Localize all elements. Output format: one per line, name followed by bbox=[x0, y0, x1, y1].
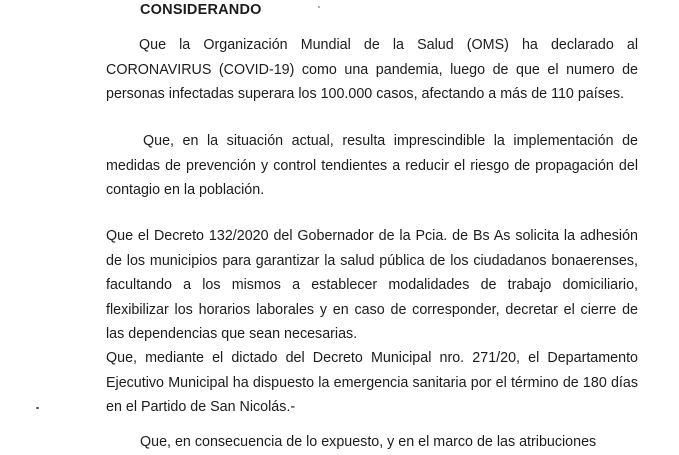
paragraph-oms-pandemic: Que la Organización Mundial de la Salud (OMS) ha declarado al CORONAVIRUS (COVID-19) como una pandemia, luego de que el numero de personas infectadas superara los 100.000 casos, afectando a más de 110 países. bbox=[106, 37, 638, 102]
scan-speck bbox=[36, 407, 39, 409]
paragraph-provincial-decree: Que el Decreto 132/2020 del Gobernador de la Pcia. de Bs As solicita la adhesión de los municipios para garantizar la salud pública de los ciudadanos bonaerenses, facultando a los mismos a establecer modalidades de trabajo domiciliario, flexibilizar los horarios laborales y en caso de corresponder, decretar el cierre de las dependencias que sean necesarias. bbox=[106, 228, 638, 342]
paragraph-prevention-measures: Que, en la situación actual, resulta imprescindible la implementación de medidas de prevención y control tendientes a reducir el riesgo de propagación del contagio en la población. bbox=[106, 133, 638, 198]
paragraph-municipal-decree: Que, mediante el dictado del Decreto Municipal nro. 271/20, el Departamento Ejecutivo Municipal ha dispuesto la emergencia sanitaria por el término de 180 días en el Partido de San Nicolás.- bbox=[106, 350, 638, 415]
scan-speck bbox=[318, 6, 320, 8]
section-heading: CONSIDERANDO bbox=[140, 2, 262, 18]
paragraph-consequence: Que, en consecuencia de lo expuesto, y en el marco de las atribuciones bbox=[140, 434, 597, 450]
